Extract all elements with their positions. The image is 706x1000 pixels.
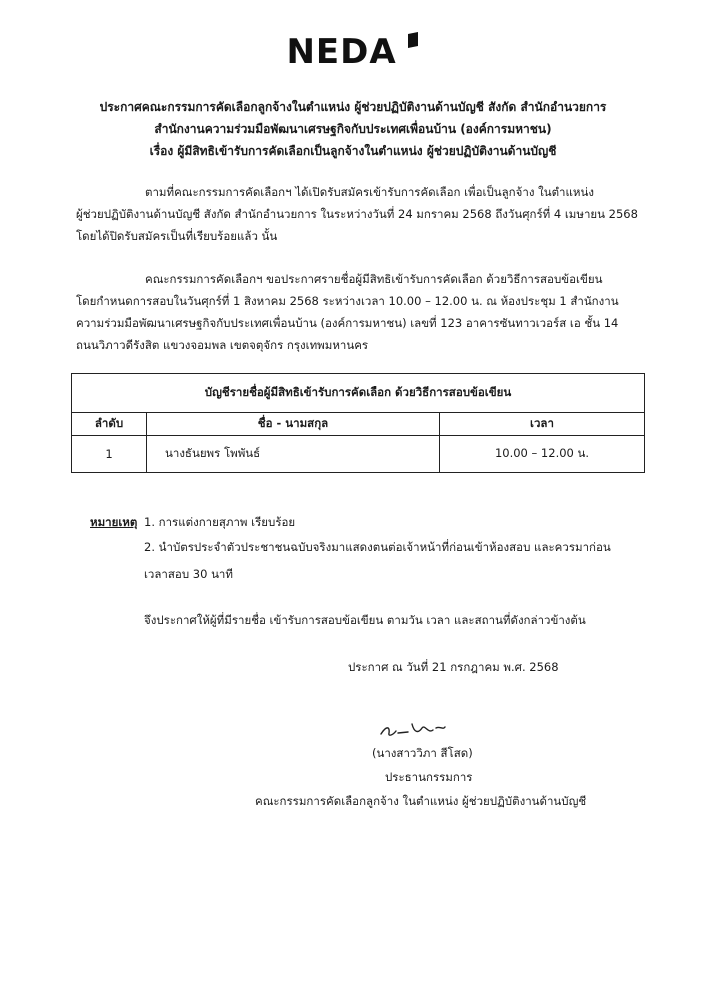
header-name: ชื่อ - นามสกุล: [147, 413, 440, 436]
header-line-2: สำนักงานความร่วมมือพัฒนาเศรษฐกิจกับประเทศเพื่อนบ้าน (องค์การมหาชน): [154, 122, 552, 136]
para2-line3: ความร่วมมือพัฒนาเศรษฐกิจกับประเทศเพื่อนบ้าน (องค์การมหาชน) เลขที่ 123 อาคารซันทาวเวอร์ส เอ ชั้น 14: [76, 316, 619, 330]
row-name: นางธันยพร โพพันธ์: [147, 436, 440, 473]
header-no: ลำดับ: [72, 413, 147, 436]
para2-line2: โดยกำหนดการสอบในวันศุกร์ที่ 1 สิงหาคม 2568 ระหว่างเวลา 10.00 – 12.00 น. ณ ห้องประชุม 1 สำนักงาน: [76, 294, 619, 308]
signer-committee: คณะกรรมการคัดเลือกลูกจ้าง ในตำแหน่ง ผู้ช่วยปฏิบัติงานด้านบัญชี: [255, 794, 587, 808]
remarks-item-2b: เวลาสอบ 30 นาที: [144, 567, 233, 581]
para1-line1: ตามที่คณะกรรมการคัดเลือกฯ ได้เปิดรับสมัครเข้ารับการคัดเลือก เพื่อเป็นลูกจ้าง ในตำแหน่ง: [145, 185, 594, 199]
announce-date: ประกาศ ณ วันที่ 21 กรกฎาคม พ.ศ. 2568: [348, 660, 559, 674]
candidate-table: [71, 373, 645, 473]
logo-flag-icon: [406, 32, 420, 54]
signer-name: (นางสาววิภา สีโสด): [372, 746, 473, 760]
header-time: เวลา: [440, 413, 645, 436]
table-caption: บัญชีรายชื่อผู้มีสิทธิเข้ารับการคัดเลือก ด้วยวิธีการสอบข้อเขียน: [72, 374, 645, 413]
header-line-1: ประกาศคณะกรรมการคัดเลือกลูกจ้างในตำแหน่ง ผู้ช่วยปฏิบัติงานด้านบัญชี สังกัด สำนักอำนวยการ: [99, 100, 607, 114]
table-row: [72, 436, 645, 473]
header-line-3: เรื่อง ผู้มีสิทธิเข้ารับการคัดเลือกเป็นลูกจ้างในตำแหน่ง ผู้ช่วยปฏิบัติงานด้านบัญชี: [149, 144, 557, 158]
para2-line1: คณะกรรมการคัดเลือกฯ ขอประกาศรายชื่อผู้มีสิทธิเข้ารับการคัดเลือก ด้วยวิธีการสอบข้อเขียน: [145, 272, 603, 286]
remarks-item-2a: 2. นำบัตรประจำตัวประชาชนฉบับจริงมาแสดงตนต่อเจ้าหน้าที่ก่อนเข้าห้องสอบ และควรมาก่อน: [144, 540, 611, 554]
logo-text: NEDA: [286, 32, 397, 72]
closing-text: จึงประกาศให้ผู้ที่มีรายชื่อ เข้ารับการสอบข้อเขียน ตามวัน เวลา และสถานที่ดังกล่าวข้างต้น: [144, 613, 586, 627]
para2-line4: ถนนวิภาวดีรังสิต แขวงจอมพล เขตจตุจักร กรุงเทพมหานคร: [76, 338, 369, 352]
signature-icon: [378, 718, 448, 742]
remarks-item-1: 1. การแต่งกายสุภาพ เรียบร้อย: [144, 515, 296, 529]
para1-line2: ผู้ช่วยปฏิบัติงานด้านบัญชี สังกัด สำนักอำนวยการ ในระหว่างวันที่ 24 มกราคม 2568 ถึงวันศุกร์ที่ 4 เมษายน 2568: [76, 207, 638, 221]
para1-line3: โดยได้ปิดรับสมัครเป็นที่เรียบร้อยแล้ว นั้น: [76, 229, 278, 243]
signer-position: ประธานกรรมการ: [385, 770, 473, 784]
remarks-label: [90, 514, 137, 532]
row-no: 1: [72, 436, 147, 473]
row-time: 10.00 – 12.00 น.: [440, 436, 645, 473]
remarks-label-text: หมายเหตุ: [90, 515, 138, 529]
neda-logo: [0, 32, 706, 72]
